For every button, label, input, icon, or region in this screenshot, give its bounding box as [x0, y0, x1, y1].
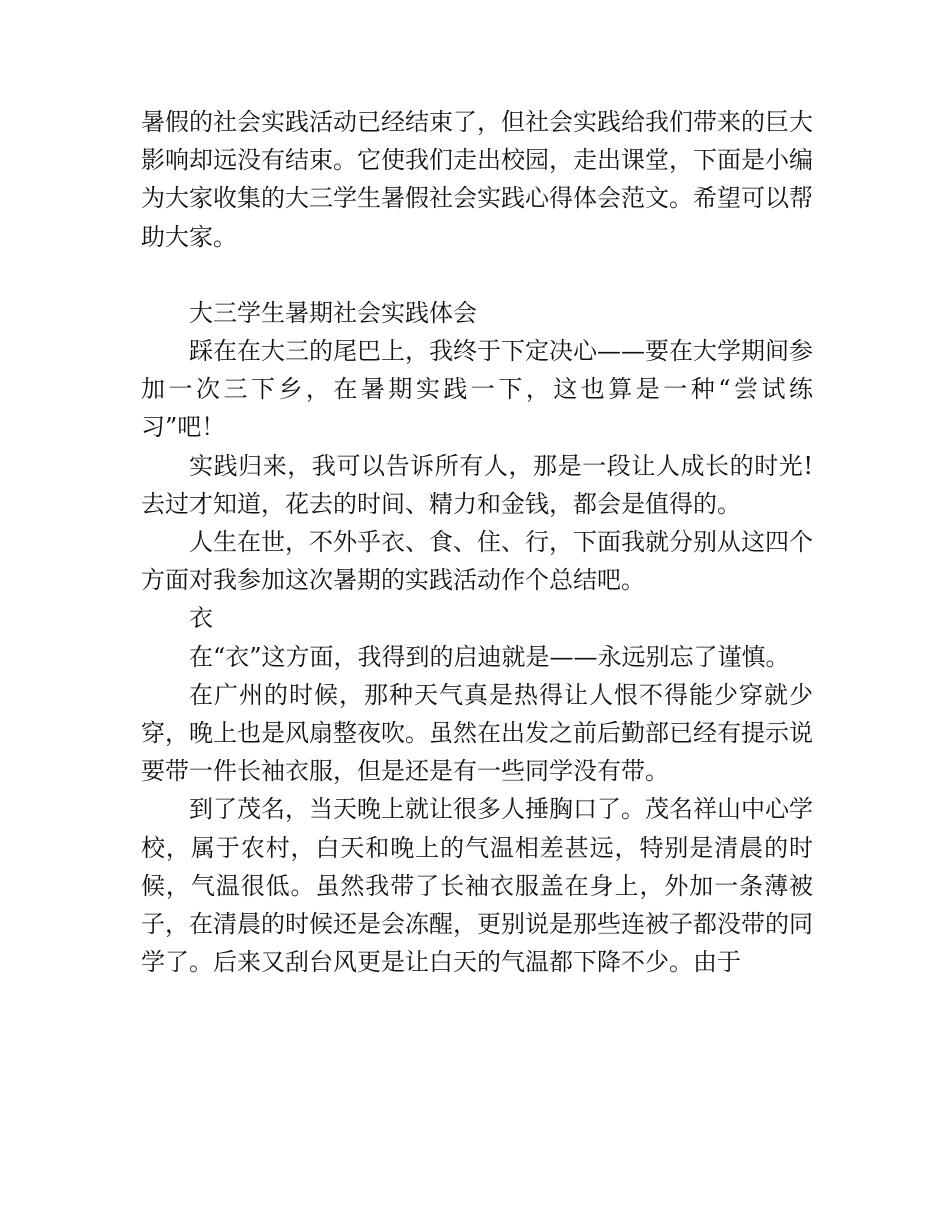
document-body — [141, 103, 813, 981]
body-paragraph: 实践归来，我可以告诉所有人，那是一段让人成长的时光!去过才知道，花去的时间、精力和金钱，都会是值得的。 — [141, 451, 813, 518]
subsection-heading: 衣 — [189, 604, 213, 633]
intro-paragraph: 暑假的社会实践活动已经结束了，但社会实践给我们带来的巨大影响却远没有结束。它使我们走出校园，走出课堂，下面是小编为大家收集的大三学生暑假社会实践心得体会范文。希望可以帮助大家。 — [141, 108, 813, 251]
body-paragraph: 在广州的时候，那种天气真是热得让人恨不得能少穿就少穿，晚上也是风扇整夜吹。虽然在出发之前后勤部已经有提示说要带一件长袖衣服，但是还是有一些同学没有带。 — [141, 680, 813, 786]
body-paragraph: 到了茂名，当天晚上就让很多人捶胸口了。茂名祥山中心学校，属于农村，白天和晚上的气温相差甚远，特别是清晨的时候，气温很低。虽然我带了长袖衣服盖在身上，外加一条薄被子，在清晨的时候还是会冻醒，更别说是那些连被子都没带的同学了。后来又刮台风更是让白天的气温都下降不少。由于 — [141, 795, 813, 977]
body-paragraph: 踩在在大三的尾巴上，我终于下定决心——要在大学期间参加一次三下乡，在暑期实践一下，这也算是一种“尝试练习”吧！ — [141, 337, 813, 442]
body-paragraph: 人生在世，不外乎衣、食、住、行，下面我就分别从这四个方面对我参加这次暑期的实践活动作个总结吧。 — [141, 528, 813, 595]
body-paragraph: 在“衣”这方面，我得到的启迪就是——永远别忘了谨慎。 — [189, 642, 790, 671]
section-heading: 大三学生暑期社会实践体会 — [189, 298, 477, 327]
